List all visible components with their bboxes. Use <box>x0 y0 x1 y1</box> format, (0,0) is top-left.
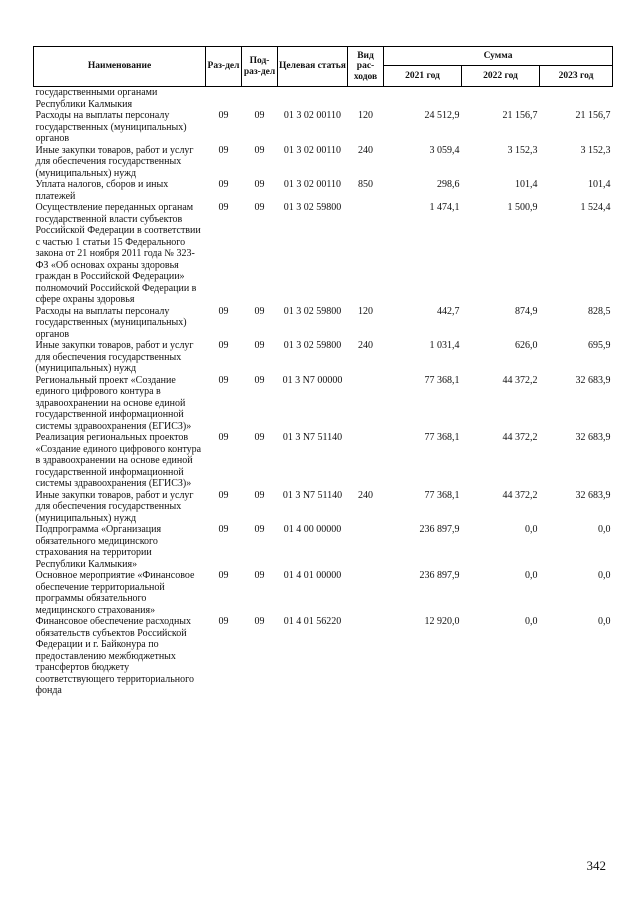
cell-2022: 1 500,9 <box>507 202 538 213</box>
cell-2022: 21 156,7 <box>502 110 538 121</box>
cell-razdel: 09 <box>218 616 229 627</box>
cell-2021: 77 368,1 <box>424 489 460 501</box>
cell-2021 <box>384 87 462 111</box>
cell-name: Иные закупки товаров, работ и услуг для обеспечения государственных (муниципальных) нужд <box>35 144 194 179</box>
cell-vid: 240 <box>358 144 373 156</box>
cell-2023: 1 524,4 <box>580 202 611 213</box>
cell-target: 01 4 01 56220 <box>283 616 342 627</box>
cell-razdel: 09 <box>218 524 229 535</box>
header-target: Целевая статья <box>278 47 348 87</box>
cell-vid <box>348 375 384 433</box>
cell-name: государственными органами Республики Калмыкия <box>35 87 158 110</box>
cell-vid <box>348 432 384 490</box>
cell-2021: 77 368,1 <box>424 374 460 386</box>
cell-2022: 0,0 <box>525 570 538 581</box>
cell-name: Региональный проект «Создание единого цифрового контура в здравоохранении на основе единой государственной информационной системы здравоохранения (ЕГИСЗ)» <box>35 374 192 432</box>
table-row <box>34 110 613 145</box>
cell-2022: 101,4 <box>515 179 538 190</box>
cell-razdel: 09 <box>218 202 229 213</box>
table-row <box>34 570 613 616</box>
cell-razdel: 09 <box>218 374 229 386</box>
cell-podrazdel: 09 <box>254 144 265 156</box>
header-sum: Сумма <box>384 47 613 66</box>
table-row <box>34 179 613 202</box>
cell-podrazdel: 09 <box>254 374 265 386</box>
cell-target: 01 3 02 59800 <box>283 202 342 213</box>
header-razdel: Раз-дел <box>206 47 242 87</box>
cell-2021: 1 474,1 <box>429 202 460 213</box>
cell-2023: 3 152,3 <box>580 144 611 156</box>
cell-name: Подпрограмма «Организация обязательного медицинского страхования на территории Республики Калмыкия» <box>35 524 162 570</box>
cell-razdel: 09 <box>218 489 229 501</box>
cell-name: Расходы на выплаты персоналу государственных (муниципальных) органов <box>35 305 187 340</box>
cell-2021: 3 059,4 <box>429 144 460 156</box>
cell-podrazdel: 09 <box>254 305 265 317</box>
cell-2021: 298,6 <box>437 179 460 190</box>
cell-2023: 101,4 <box>588 179 611 190</box>
cell-target: 01 3 N7 00000 <box>282 374 343 386</box>
cell-razdel: 09 <box>218 340 229 351</box>
cell-2021: 24 512,9 <box>424 110 460 121</box>
cell-target: 01 3 02 00110 <box>283 179 342 190</box>
cell-podrazdel: 09 <box>254 179 265 190</box>
cell-vid: 850 <box>358 179 373 190</box>
cell-2022: 3 152,3 <box>507 144 538 156</box>
header-vid: Вид рас-ходов <box>348 47 384 87</box>
table-row <box>34 87 613 111</box>
table-body <box>34 87 613 697</box>
table-row <box>34 340 613 375</box>
cell-podrazdel: 09 <box>254 432 265 443</box>
cell-2023: 695,9 <box>588 340 611 351</box>
header-2022: 2022 год <box>462 66 540 87</box>
cell-target: 01 4 01 00000 <box>283 570 342 581</box>
cell-2021: 442,7 <box>437 305 460 317</box>
cell-razdel: 09 <box>218 110 229 121</box>
cell-vid: 240 <box>358 489 373 501</box>
cell-vid: 120 <box>358 305 373 317</box>
cell-podrazdel: 09 <box>254 340 265 351</box>
cell-2021: 77 368,1 <box>424 432 460 443</box>
cell-2022: 0,0 <box>525 524 538 535</box>
cell-vid <box>348 524 384 570</box>
cell-name: Расходы на выплаты персоналу государственных (муниципальных) органов <box>35 110 187 144</box>
cell-vid <box>348 616 384 697</box>
cell-podrazdel <box>242 87 278 111</box>
cell-vid: 120 <box>358 110 373 121</box>
table-row <box>34 490 613 525</box>
header-2021: 2021 год <box>384 66 462 87</box>
header-name: Наименование <box>34 47 206 87</box>
cell-name: Иные закупки товаров, работ и услуг для обеспечения государственных (муниципальных) нужд <box>35 489 194 524</box>
cell-podrazdel: 09 <box>254 110 265 121</box>
cell-2022: 44 372,2 <box>502 374 538 386</box>
cell-2021: 12 920,0 <box>424 616 460 627</box>
cell-name: Осуществление переданных органам государственной власти субъектов Российской Федерации в соответствии с частью 1 статьи 15 Федерального закона от 21 ноября 2011 года № 323-ФЗ «Об основах охраны здоровья граждан в Российской Федерации» полномочий Российской Федерации в сфере охраны здоровья <box>35 202 201 305</box>
cell-target: 01 3 N7 51140 <box>282 432 343 443</box>
cell-2023 <box>540 87 613 111</box>
cell-2021: 236 897,9 <box>419 570 460 581</box>
cell-vid <box>348 87 384 111</box>
cell-podrazdel: 09 <box>254 570 265 581</box>
cell-2023: 0,0 <box>598 524 611 535</box>
cell-name: Реализация региональных проектов «Создание единого цифрового контура в здравоохранении на основе единой государственной информационной системы здравоохранения (ЕГИСЗ)» <box>35 432 202 489</box>
cell-razdel: 09 <box>218 305 229 317</box>
cell-2023: 0,0 <box>598 570 611 581</box>
cell-target: 01 3 02 00110 <box>283 110 342 121</box>
table-row <box>34 145 613 180</box>
cell-2022: 626,0 <box>515 340 538 351</box>
cell-target <box>278 87 348 111</box>
cell-2022: 44 372,2 <box>502 489 538 501</box>
budget-table <box>33 46 613 697</box>
cell-2023: 32 683,9 <box>575 374 611 386</box>
header-podrazdel: Под-раз-дел <box>242 47 278 87</box>
cell-podrazdel: 09 <box>254 524 265 535</box>
cell-vid <box>348 570 384 616</box>
cell-podrazdel: 09 <box>254 202 265 213</box>
table-row <box>34 524 613 570</box>
cell-2023: 21 156,7 <box>575 110 611 121</box>
cell-razdel <box>206 87 242 111</box>
cell-2022: 874,9 <box>515 305 538 317</box>
cell-target: 01 3 02 59800 <box>283 305 342 317</box>
cell-target: 01 3 02 59800 <box>283 340 342 351</box>
cell-name: Уплата налогов, сборов и иных платежей <box>35 179 169 202</box>
cell-vid: 240 <box>358 340 373 351</box>
cell-razdel: 09 <box>218 144 229 156</box>
page-number: 342 <box>586 858 606 873</box>
cell-2023: 32 683,9 <box>575 432 611 443</box>
cell-name: Иные закупки товаров, работ и услуг для обеспечения государственных (муниципальных) нужд <box>35 340 194 374</box>
cell-2022: 44 372,2 <box>502 432 538 443</box>
cell-razdel: 09 <box>218 570 229 581</box>
cell-vid <box>348 202 384 306</box>
table-row <box>34 306 613 341</box>
cell-2023: 0,0 <box>598 616 611 627</box>
cell-target: 01 3 02 00110 <box>283 144 342 156</box>
cell-2021: 1 031,4 <box>429 340 460 351</box>
cell-2023: 828,5 <box>588 305 611 317</box>
cell-2023: 32 683,9 <box>575 489 611 501</box>
cell-target: 01 4 00 00000 <box>283 524 342 535</box>
table-row <box>34 375 613 433</box>
cell-2021: 236 897,9 <box>419 524 460 535</box>
table-header <box>34 47 613 87</box>
cell-name: Финансовое обеспечение расходных обязательств субъектов Российской Федерации и г. Байконура по предоставлению межбюджетных трансфертов бюджету соответствующего территориального фонда <box>35 616 194 696</box>
cell-2022: 0,0 <box>525 616 538 627</box>
header-2023: 2023 год <box>540 66 613 87</box>
table-row <box>34 616 613 697</box>
cell-name: Основное мероприятие «Финансовое обеспечение территориальной программы обязательного медицинского страхования» <box>35 570 195 616</box>
table-row <box>34 202 613 306</box>
cell-razdel: 09 <box>218 179 229 190</box>
cell-2022 <box>462 87 540 111</box>
cell-razdel: 09 <box>218 432 229 443</box>
cell-podrazdel: 09 <box>254 616 265 627</box>
cell-target: 01 3 N7 51140 <box>282 489 343 501</box>
table-row <box>34 432 613 490</box>
cell-podrazdel: 09 <box>254 489 265 501</box>
